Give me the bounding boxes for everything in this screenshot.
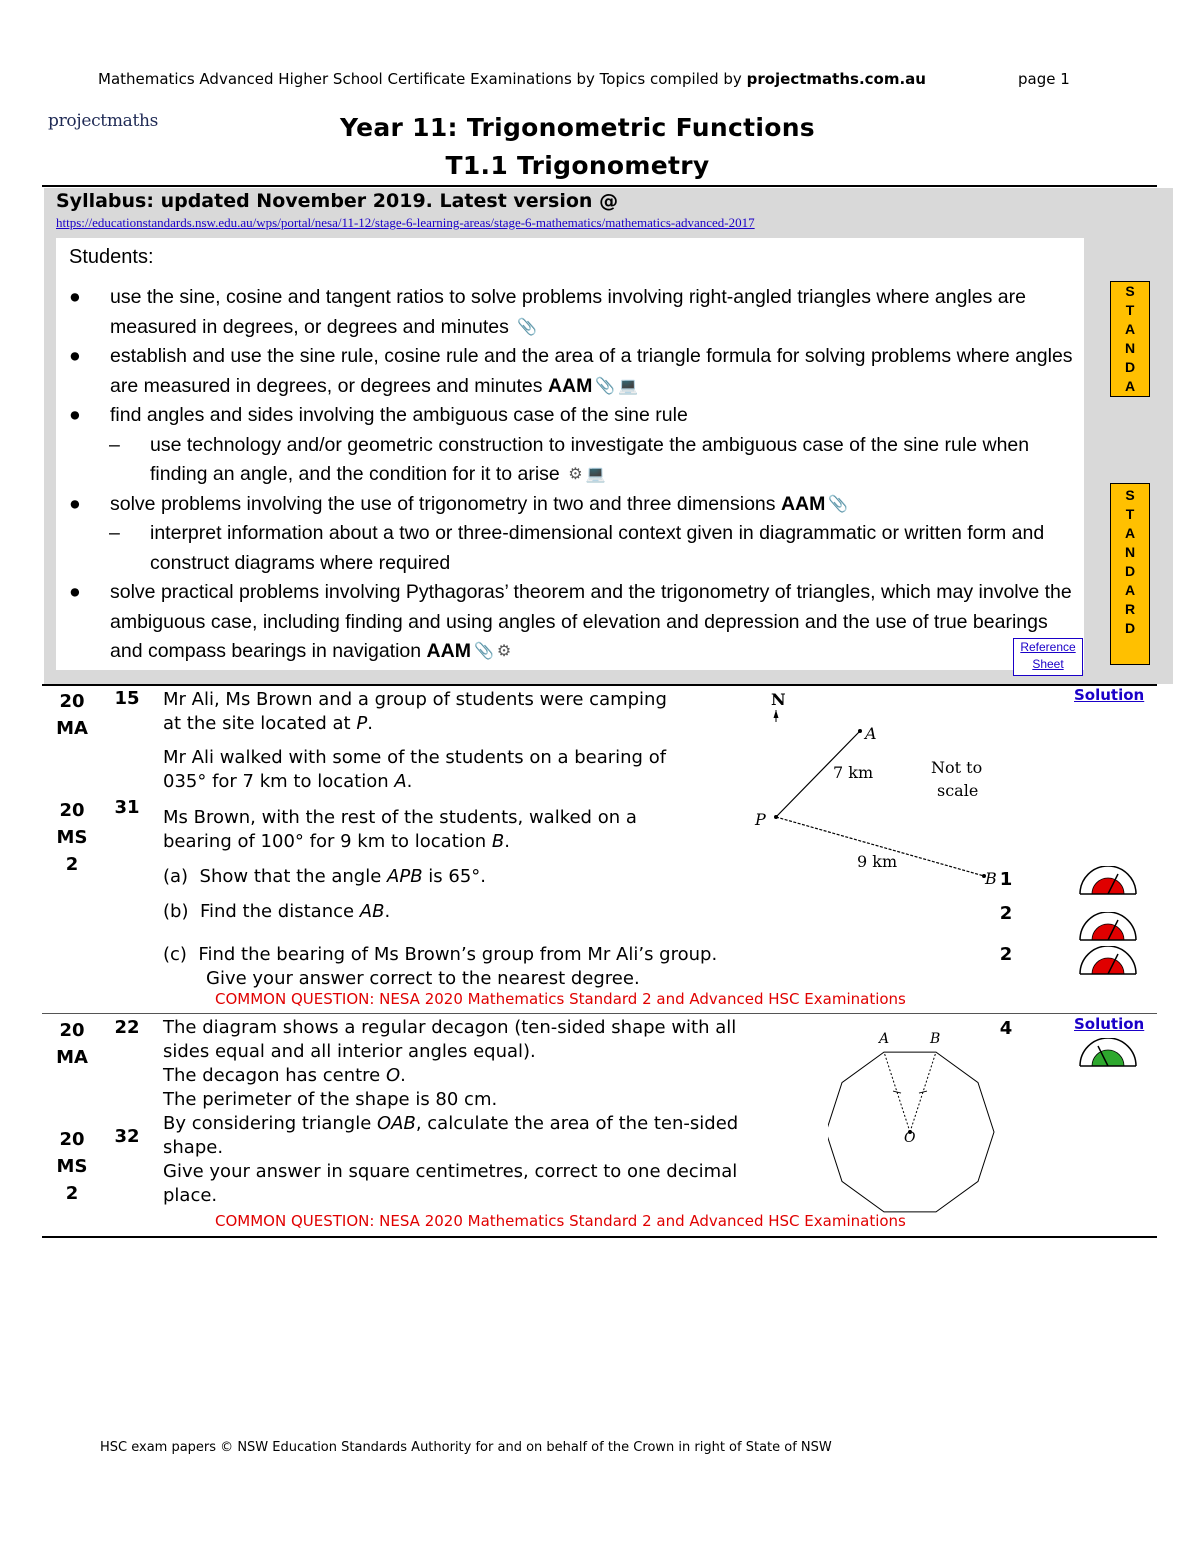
question-number: 15 (114, 688, 140, 709)
common-question-note: COMMON QUESTION: NESA 2020 Mathematics Standard 2 and Advanced HSC Examinations (215, 1212, 906, 1230)
standard-letter: D (1124, 563, 1136, 579)
segment-variable: AB (359, 901, 385, 922)
part-label: (b) (163, 901, 189, 922)
marks-a: 1 (999, 869, 1013, 890)
not-to-scale-note: scale (937, 781, 979, 800)
outcome-text: use technology and/or geometric construction to investigate the ambiguous case of the sine rule when finding an angle, and the condition for it to arise (150, 433, 1030, 486)
standard-letter: S (1125, 283, 1135, 299)
marks-c: 2 (999, 944, 1013, 965)
question-number: 32 (114, 1126, 140, 1147)
bullet-mark: ● (69, 492, 81, 515)
standard-letter: A (1124, 321, 1136, 337)
aam-tag: AAM (426, 640, 471, 663)
point-A (858, 729, 862, 733)
outcome-text: find angles and sides involving the ambiguous case of the sine rule (110, 404, 688, 427)
reference-line: Sheet (1032, 657, 1064, 671)
standard-letter: N (1124, 544, 1136, 560)
aam-tag: AAM (780, 492, 826, 515)
point-variable: A (394, 771, 407, 792)
question-paragraph (163, 746, 753, 794)
question-line: shape. (163, 1137, 224, 1158)
reference-line: Reference (1020, 640, 1076, 654)
syllabus-heading: Syllabus: updated November 2019. Latest version @ (56, 190, 619, 212)
gears-icon: ⚙ (568, 466, 583, 484)
standard-letter: A (1124, 582, 1136, 598)
page-number: page 1 (1018, 70, 1070, 88)
title-rule (42, 185, 1157, 187)
outcome-item (69, 342, 1079, 401)
syllabus-outcomes-list (69, 283, 1079, 667)
part-a (163, 865, 486, 889)
question-number: 22 (114, 1017, 140, 1038)
difficulty-gauge-icon (1078, 946, 1138, 976)
exam-course: MS (56, 1156, 88, 1177)
question-text: 035° for 7 km to location (163, 771, 395, 792)
marks: 4 (999, 1018, 1013, 1039)
aam-tag: AAM (547, 374, 593, 397)
outcome-subitem (69, 519, 1079, 578)
standard-letter: T (1125, 506, 1135, 522)
question-text: The decagon has centre (163, 1065, 386, 1086)
solution-link[interactable]: Solution (1074, 1015, 1145, 1033)
computer-icon: 💻 (585, 466, 606, 484)
standard-letter: A (1124, 378, 1136, 394)
copyright-footer: HSC exam papers © NSW Education Standards Authority for and on behalf of the Crown in right of State of NSW (100, 1440, 832, 1455)
question-paragraph (163, 1016, 813, 1208)
question-line: Mr Ali, Ms Brown and a group of students were camping (163, 689, 667, 710)
outcome-text: solve practical problems involving Pythagoras’ theorem and the trigonometry of triangles, which may involve the ambiguous case, including finding and using angles of elevation and depression and the use of true bearings and compass bearings in navigation (110, 581, 1072, 663)
question-text: at the site located at (163, 713, 357, 734)
common-question-note: COMMON QUESTION: NESA 2020 Mathematics Standard 2 and Advanced HSC Examinations (215, 990, 906, 1008)
distance-PA: 7 km (833, 763, 874, 782)
angle-variable: APB (387, 866, 423, 887)
distance-PB: 9 km (857, 852, 898, 871)
point-variable: B (491, 831, 505, 852)
label-P: P (755, 810, 766, 829)
section-rule (42, 1236, 1157, 1238)
bullet-mark: ● (69, 345, 81, 368)
exam-year: 20 (59, 1129, 85, 1150)
difficulty-gauge-icon (1078, 1038, 1138, 1068)
point-variable: P (356, 713, 368, 734)
standard-letter: R (1124, 601, 1136, 617)
outcome-text: use the sine, cosine and tangent ratios to solve problems involving right-angled triangles where angles are measured in degrees, or degrees and minutes (110, 286, 1026, 338)
question-line: The diagram shows a regular decagon (ten-sided shape with all (163, 1017, 737, 1038)
syllabus-link[interactable]: https://educationstandards.nsw.edu.au/wps/portal/nesa/11-12/stage-6-learning-areas/stage-6-mathematics/mathematics-advanced-2017 (56, 215, 755, 230)
marks-b: 2 (999, 903, 1013, 924)
standard-letter: D (1124, 620, 1136, 636)
label-A: A (865, 724, 877, 743)
paperclip-icon: 📎 (517, 318, 538, 336)
outcome-text: solve problems involving the use of trigonometry in two and three dimensions (110, 492, 776, 515)
question-line: bearing of 100° for 9 km to location B. (163, 831, 510, 852)
exam-code (42, 688, 102, 742)
standard-letter: N (1124, 340, 1136, 356)
standard-letter: A (1124, 525, 1136, 541)
reference-sheet-link[interactable] (1013, 638, 1083, 676)
outcome-item (69, 490, 1079, 520)
bearings-diagram (745, 688, 1015, 893)
paperclip-icon: 📎 (828, 495, 849, 513)
question-line: Mr Ali walked with some of the students on a bearing of (163, 747, 667, 768)
question-text: By considering triangle (163, 1113, 377, 1134)
question-line (163, 1112, 813, 1136)
standard-letter: S (1125, 487, 1135, 503)
exam-course: MA (56, 718, 88, 739)
question-line: place. (163, 1185, 218, 1206)
outcome-item (69, 283, 1079, 342)
dash-mark: – (109, 522, 120, 545)
label-O: O (904, 1130, 916, 1146)
part-text: Give your answer correct to the nearest degree. (206, 968, 640, 989)
question-line: 035° for 7 km to location A. (163, 771, 413, 792)
exam-course: MA (56, 1047, 88, 1068)
label-B: B (930, 1031, 941, 1047)
exam-code (42, 1126, 102, 1207)
question-line: The perimeter of the shape is 80 cm. (163, 1089, 498, 1110)
label-B: B (985, 869, 997, 888)
part-text: Find the bearing of Ms Brown’s group from Mr Ali’s group. (198, 944, 718, 965)
question-paragraph (163, 806, 753, 854)
triangle-variable: OAB (377, 1113, 416, 1134)
standard-letter: D (1124, 359, 1136, 375)
exam-course-level: 2 (65, 854, 79, 875)
north-label: N (771, 690, 786, 709)
gears-icon: ⚙ (496, 643, 512, 661)
part-label: (c) (163, 944, 187, 965)
question-text: , calculate the area of the ten-sided (415, 1113, 739, 1134)
bullet-mark: ● (69, 404, 81, 427)
point-P (774, 815, 778, 819)
exam-code (42, 797, 102, 878)
dash-mark: – (109, 433, 120, 456)
exam-course: MS (56, 827, 88, 848)
paperclip-icon: 📎 (595, 377, 616, 395)
running-head-site[interactable]: projectmaths.com.au (746, 70, 926, 88)
running-head (98, 70, 926, 88)
page-subtitle: T1.1 Trigonometry (445, 151, 710, 180)
question-paragraph (163, 688, 753, 736)
students-label: Students: (69, 246, 154, 268)
outcome-subitem (69, 431, 1079, 490)
not-to-scale-note: Not to (931, 758, 983, 777)
difficulty-gauge-icon (1078, 866, 1138, 896)
part-text: is 65°. (422, 866, 487, 887)
part-b: (b) Find the distance AB. (163, 901, 391, 922)
part-c (163, 943, 717, 991)
exam-year: 20 (59, 691, 85, 712)
question-line: Give your answer in square centimetres, correct to one decimal (163, 1161, 738, 1182)
decagon-diagram (828, 1025, 1003, 1215)
north-arrowhead (774, 710, 779, 718)
question-line: Ms Brown, with the rest of the students, walked on a (163, 807, 637, 828)
solution-link[interactable]: Solution (1074, 686, 1145, 704)
part-text: Show that the angle (199, 866, 388, 887)
standard-label-box (1110, 483, 1150, 665)
paperclip-icon: 📎 (473, 643, 494, 661)
projectmaths-logo: projectmaths (48, 111, 159, 131)
question-number: 31 (114, 797, 140, 818)
part-text: Find the distance (199, 901, 360, 922)
exam-year: 20 (59, 1020, 85, 1041)
outcome-item (69, 578, 1079, 667)
outcome-text: interpret information about a two or three-dimensional context given in diagrammatic or written form and construct diagrams where required (150, 522, 1045, 574)
question-divider (42, 1013, 1157, 1014)
running-head-text: Mathematics Advanced Higher School Certificate Examinations by Topics compiled by (98, 70, 742, 88)
question-line: sides equal and all interior angles equal). (163, 1041, 536, 1062)
point-variable: O (385, 1065, 401, 1086)
part-label: (a) (163, 866, 189, 887)
bullet-mark: ● (69, 286, 81, 308)
outcome-text: establish and use the sine rule, cosine rule and the area of a triangle formula for solving problems where angles are measured in degrees, or degrees and minutes (110, 345, 1073, 397)
question-line: at the site located at P. (163, 713, 373, 734)
section-rule (42, 684, 1157, 686)
exam-code (42, 1017, 102, 1071)
outcome-item (69, 401, 1079, 431)
question-text: bearing of 100° for 9 km to location (163, 831, 492, 852)
bullet-mark: ● (69, 581, 81, 604)
computer-icon: 💻 (618, 377, 639, 395)
standard-letter: T (1125, 302, 1135, 318)
standard-label-box (1110, 281, 1150, 397)
exam-year: 20 (59, 800, 85, 821)
question-line: The decagon has centre O. (163, 1065, 406, 1086)
label-A: A (879, 1031, 890, 1047)
difficulty-gauge-icon (1078, 912, 1138, 942)
page-title: Year 11: Trigonometric Functions (339, 113, 815, 142)
exam-course-level: 2 (65, 1183, 79, 1204)
